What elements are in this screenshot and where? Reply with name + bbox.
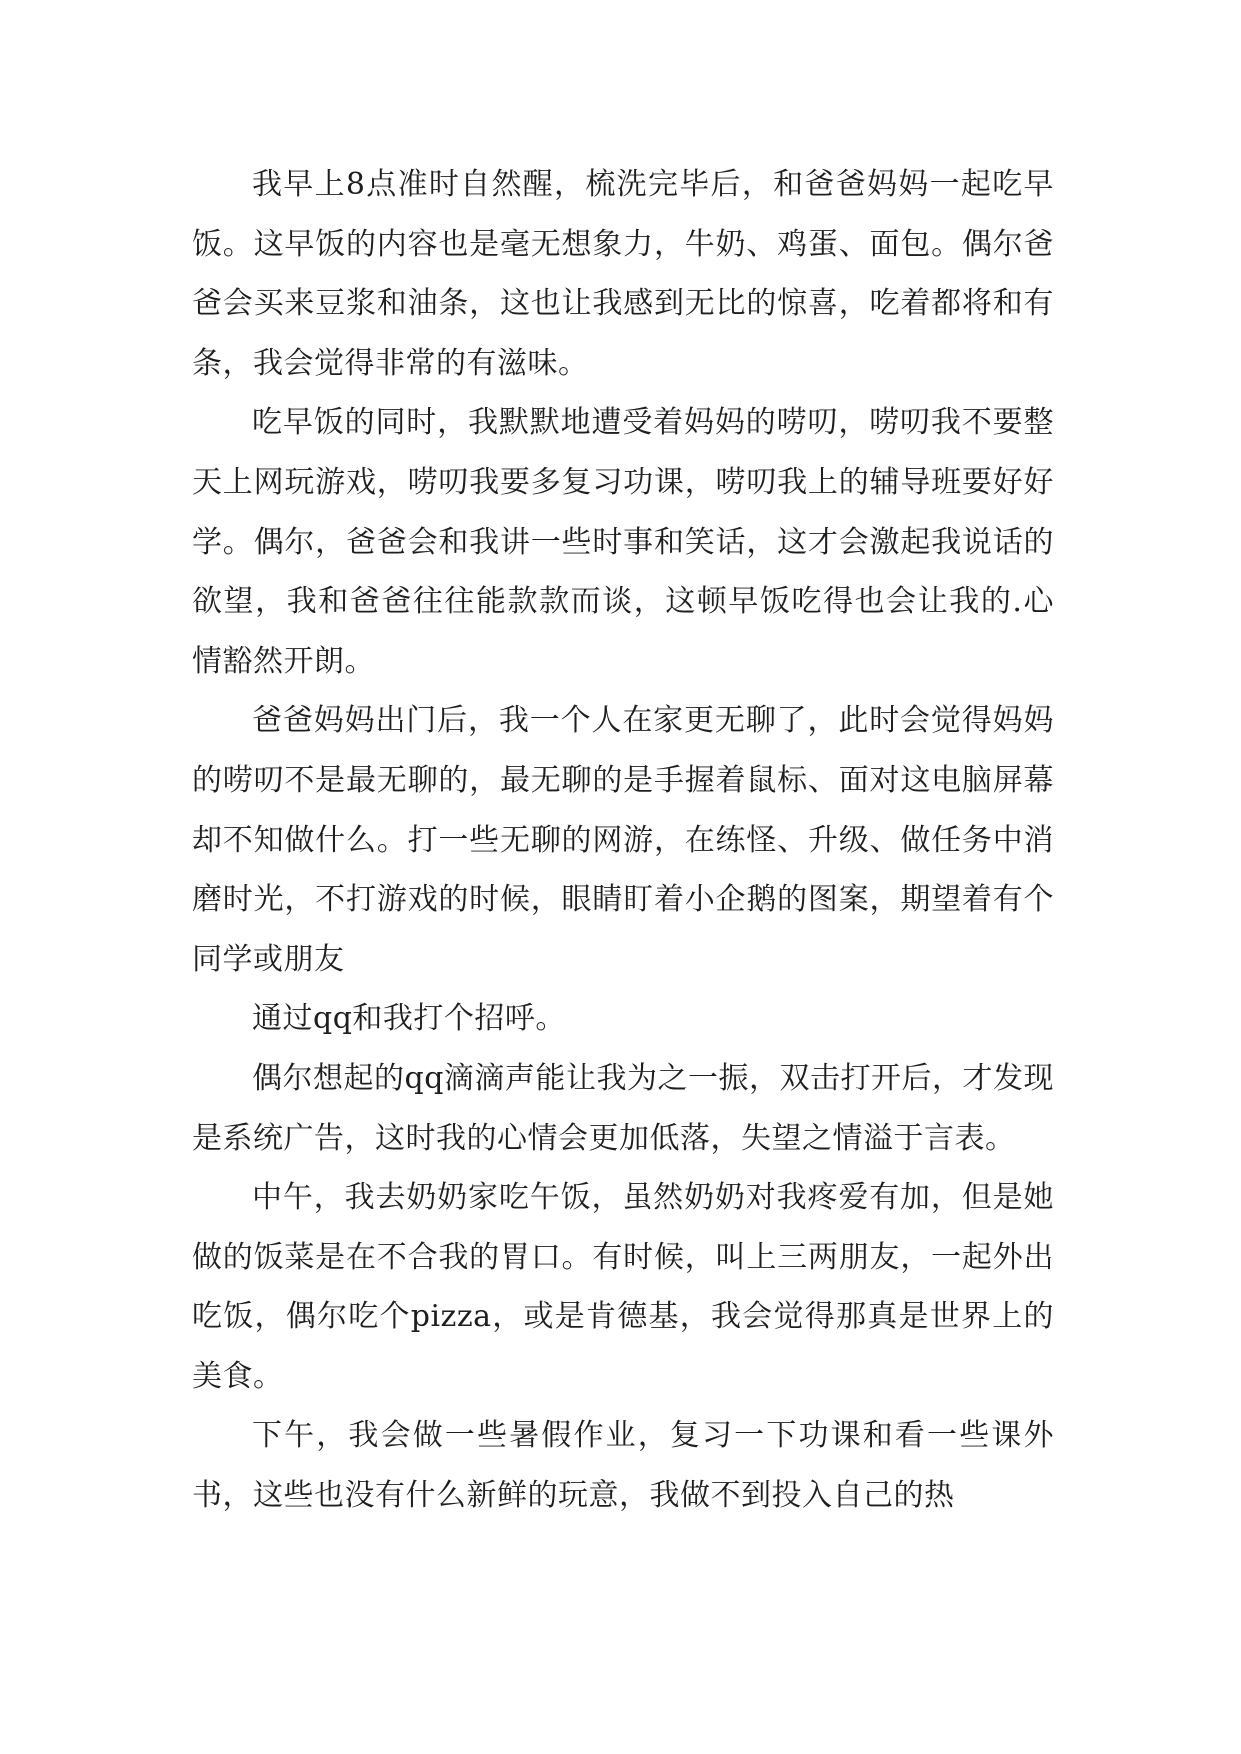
paragraph-5: 偶尔想起的qq滴滴声能让我为之一振，双击打开后，才发现是系统广告，这时我的心情会更加低落，失望之情溢于言表。 <box>192 1060 1054 1156</box>
paragraph-2: 吃早饭的同时，我默默地遭受着妈妈的唠叨，唠叨我不要整天上网玩游戏，唠叨我要多复习功课，唠叨我上的辅导班要好好学。偶尔，爸爸会和我讲一些时事和笑话，这才会激起我说话的欲望，我和爸爸往往能款款而谈，这顿早饭吃得也会让我的.心情豁然开朗。 <box>192 405 1054 679</box>
paragraph-1: 我早上8点准时自然醒，梳洗完毕后，和爸爸妈妈一起吃早饭。这早饭的内容也是毫无想象力，牛奶、鸡蛋、面包。偶尔爸爸会买来豆浆和油条，这也让我感到无比的惊喜，吃着都将和有条，我会觉得非常的有滋味。 <box>192 167 1054 381</box>
paragraph-6: 中午，我去奶奶家吃午饭，虽然奶奶对我疼爱有加，但是她做的饭菜是在不合我的胃口。有时候，叫上三两朋友，一起外出吃饭，偶尔吃个pizza，或是肯德基，我会觉得那真是世界上的美食。 <box>192 1180 1054 1394</box>
paragraph-4: 通过qq和我打个招呼。 <box>252 1001 566 1037</box>
document-body <box>192 155 1054 1526</box>
paragraph-3: 爸爸妈妈出门后，我一个人在家更无聊了，此时会觉得妈妈的唠叨不是最无聊的，最无聊的是手握着鼠标、面对这电脑屏幕却不知做什么。打一些无聊的网游，在练怪、升级、做任务中消磨时光，不打游戏的时候，眼睛盯着小企鹅的图案，期望着有个同学或朋友 <box>192 703 1054 977</box>
paragraph-7: 下午，我会做一些暑假作业，复习一下功课和看一些课外书，这些也没有什么新鲜的玩意，我做不到投入自己的热 <box>192 1418 1054 1514</box>
